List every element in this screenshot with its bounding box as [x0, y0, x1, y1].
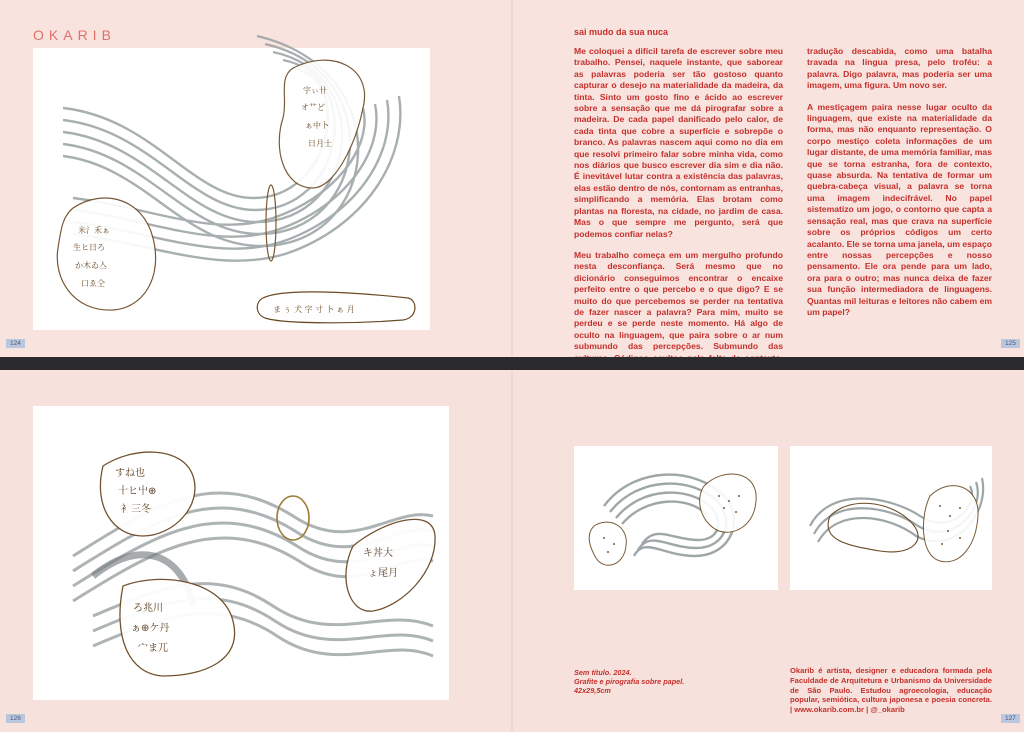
svg-text:米氵禾ぁ: 米氵禾ぁ	[78, 226, 110, 235]
artwork-drawing	[574, 446, 778, 590]
svg-text:オ艹ど: オ艹ど	[301, 103, 325, 112]
artist-bio	[790, 666, 992, 715]
svg-text:キ丼大: キ丼大	[363, 548, 393, 559]
paragraph: Me coloquei a difícil tarefa de escrever sobre meu trabalho. Pensei, naquele instante, que saborear as palavras poderia ser tão gostoso quanto capturar o desejo na materialidade da madeira, da tinta. Sinto um gosto fino e ácido ao escrever sobre a sensação que me dá pirografar sobre a madeira. De cada papel danificado pelo calor, de cada tinta que cobre a superfície e sobrepõe o branco. As palavras nascem aqui como no dia em que resolvi primeiro falar sobre minha vida, como nos diários que busco escrever dia sim e dia não. É inevitável lutar contra a existência das palavras, elas estão dentro de nós, contornam as entranhas, simplificando a memória. Elas brotam como plantas na floresta, na cidade, no jardim de casa. Mas o que sempre me pergunto, será que podemos confiar nelas?	[574, 46, 783, 239]
artwork-bottom-right-1	[574, 446, 778, 590]
page-number-127: 127	[1001, 714, 1020, 723]
svg-text:ろ兆川: ろ兆川	[133, 603, 163, 614]
artwork-caption	[574, 668, 744, 696]
artwork-bottom-left	[33, 406, 449, 700]
svg-text:か木ゐ亼: か木ゐ亼	[75, 261, 107, 270]
text-column-2	[807, 46, 992, 328]
caption-line: 42x29,5cm	[574, 686, 611, 696]
page-number-126: 126	[6, 714, 25, 723]
svg-text:ま ぅ 犬 字 寸 卜 ぁ 月: ま ぅ 犬 字 寸 卜 ぁ 月	[273, 305, 355, 314]
okarib-logo: OKARIB	[33, 27, 116, 43]
artwork-drawing	[790, 446, 992, 590]
svg-text:ぁ⊕ケ丹: ぁ⊕ケ丹	[131, 623, 170, 634]
artwork-drawing	[33, 406, 449, 700]
svg-text:日月士: 日月士	[308, 139, 332, 148]
paragraph: A mestiçagem paira nesse lugar oculto da linguagem, que existe na materialidade da forma, mas não enquanto representação. O corpo mestiço coleta informações de um lugar distante, de uma memória familiar, mas que se torna estranha, fora de contexto, quase absurda. Na tentativa de formar um quebra-cabeça visual, a palavra se torna uma imagem indecifrável. No papel sistematizo um jogo, o contorno que capta a sensação real, mas que crava na superfície sobre os próprios códigos um certo acalanto. Ele se torna uma janela, um espaço entre nossas percepções e nosso pensamento. Ele ora pende para um lado, ora para o outro; mas nunca deixa de fazer sua função intermediadora de linguagens. Quantas mil leituras e leitores não cabem em um papel?	[807, 101, 992, 317]
svg-text:衤三冬: 衤三冬	[121, 504, 151, 515]
page-number-124: 124	[6, 339, 25, 348]
text-column-1	[574, 46, 783, 385]
svg-text:十ヒ屮⊕: 十ヒ屮⊕	[118, 486, 157, 497]
svg-text:ょ尾月: ょ尾月	[368, 568, 398, 579]
caption-line: Grafite e pirografia sobre papel.	[574, 677, 685, 687]
svg-text:生ヒ日ろ: 生ヒ日ろ	[73, 243, 105, 252]
spine-fold	[511, 0, 513, 357]
paragraph: Meu trabalho começa em um mergulho profundo nesta desconfiança. Será mesmo que no dicionário conseguimos encontrar o encaixe perfeito entre o que percebo e o que digo? E se muito do que percebemos se perder na tentativa de fazer nascer a palavra? Para mim, muito se perdeu e se perde neste momento. Há algo de oculto na linguagem, que paira sobre o ar num submundo das percepções. Submundo das	[574, 249, 783, 352]
artist-bio-text: é artista, designer e educadora formada pela Faculdade de Arquitetura e Urbanismo da Universidade de São Paulo. Estudou agroecologia, educação popular, semiótica, cultura japonesa e poesia concreta. | www.okarib.com.br | @_okarib	[790, 666, 992, 715]
spine-fold	[511, 370, 513, 732]
caption-line: Sem título. 2024.	[574, 668, 632, 677]
artwork-top-left	[33, 48, 430, 330]
artist-name: Okarib	[790, 666, 815, 675]
paragraph: tradução descabida, como uma batalha travada na língua presa, pelo troféu: a palavra. Digo palavra, mas poderia ser uma imagem, uma figura. Um novo ser.	[807, 46, 992, 91]
bottom-spread	[0, 370, 1024, 732]
svg-text:字ぃ卄: 字ぃ卄	[303, 86, 327, 95]
page-number-125: 125	[1001, 339, 1020, 348]
svg-text:口ゑ仝: 口ゑ仝	[81, 279, 105, 288]
spread-divider	[0, 357, 1024, 370]
svg-text:すね也: すね也	[115, 468, 145, 479]
top-spread	[0, 0, 1024, 357]
artwork-drawing	[33, 48, 430, 330]
svg-text:宀ま兀: 宀ま兀	[138, 643, 168, 654]
section-heading: sai mudo da sua nuca	[574, 27, 669, 37]
svg-text:ぁ中卜: ぁ中卜	[305, 121, 329, 130]
artwork-bottom-right-2	[790, 446, 992, 590]
